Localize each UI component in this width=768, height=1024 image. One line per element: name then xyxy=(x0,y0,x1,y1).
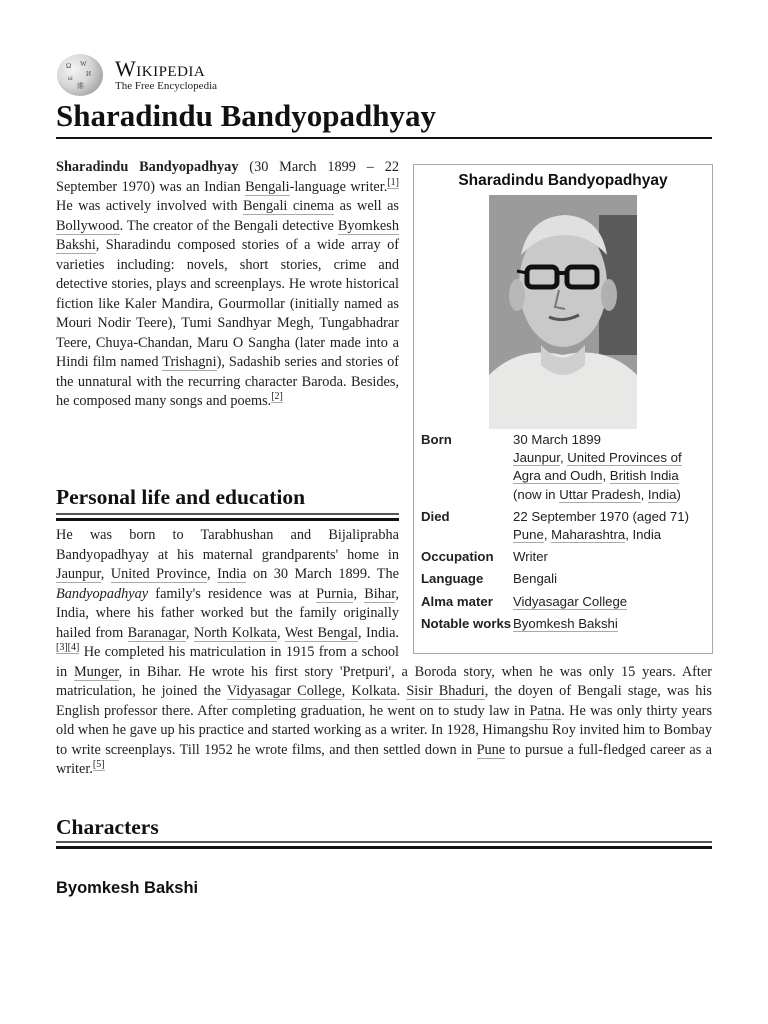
infobox-value: Bengali xyxy=(513,571,557,587)
link-vidyasagar-college[interactable]: Vidyasagar College xyxy=(226,683,342,699)
text: , xyxy=(277,624,285,641)
infobox-float-space xyxy=(399,526,712,653)
link-jaunpur[interactable]: Jaunpur xyxy=(513,450,560,466)
link-jaunpur[interactable]: Jaunpur xyxy=(56,566,101,582)
link-india[interactable]: India xyxy=(217,566,247,582)
link-sisir-bhaduri[interactable]: Sisir Bhaduri xyxy=(406,683,485,699)
link-united-province[interactable]: United Province xyxy=(110,566,208,582)
subsection-heading-byomkesh-bakshi: Byomkesh Bakshi xyxy=(56,879,199,897)
reference-3[interactable]: [3] xyxy=(56,642,68,653)
portrait-photo[interactable] xyxy=(489,195,637,429)
link-kolkata[interactable]: Kolkata xyxy=(351,683,397,699)
reference-5[interactable]: [5] xyxy=(92,759,105,770)
link-bengali-cinema[interactable]: Bengali cinema xyxy=(242,198,335,214)
text: (now in xyxy=(513,486,560,502)
infobox-value xyxy=(513,431,711,504)
link-west-bengal[interactable]: West Bengal xyxy=(284,624,358,641)
text: , India xyxy=(625,527,662,543)
text: , xyxy=(602,468,610,484)
link-byomkesh-bakshi[interactable]: Byomkesh Bakshi xyxy=(56,217,399,253)
text: to pursue a full-fledged career as a writer. xyxy=(56,741,713,777)
birth-date: 30 March 1899 xyxy=(513,432,601,447)
infobox-label: Alma mater xyxy=(421,593,493,609)
text: , India. xyxy=(358,624,399,641)
link-north-kolkata[interactable]: North Kolkata xyxy=(193,624,277,641)
link-purnia[interactable]: Purnia xyxy=(316,585,354,602)
section-divider xyxy=(56,513,399,521)
link-uttar-pradesh[interactable]: Uttar Pradesh xyxy=(559,486,641,502)
site-header xyxy=(56,54,217,96)
text: . xyxy=(396,683,407,699)
wikipedia-globe-icon[interactable]: Ω W И ω 維 xyxy=(56,54,104,96)
infobox-row-born xyxy=(421,431,711,504)
link-bollywood[interactable]: Bollywood xyxy=(56,217,120,234)
infobox-value: Writer xyxy=(513,549,548,565)
wikipedia-wordmark[interactable] xyxy=(115,58,217,92)
section-heading-characters: Characters xyxy=(56,815,159,839)
text: , xyxy=(543,527,552,543)
text: . The creator of the Bengali detective xyxy=(119,217,338,234)
text: , xyxy=(100,566,111,582)
text: He was actively involved with xyxy=(56,198,243,214)
link-trishagni[interactable]: Trishagni xyxy=(162,354,217,370)
link-patna[interactable]: Patna xyxy=(529,702,562,719)
text: -language writer. xyxy=(289,178,388,195)
link-india[interactable]: India xyxy=(647,486,677,502)
link-bengali[interactable]: Bengali xyxy=(245,178,290,195)
link-vidyasagar-college[interactable]: Vidyasagar College xyxy=(513,593,628,609)
text: , xyxy=(185,624,194,641)
link-byomkesh-bakshi-works[interactable]: Byomkesh Bakshi xyxy=(513,615,618,631)
link-pune[interactable]: Pune xyxy=(476,741,506,758)
death-date: 22 September 1970 (aged 71) xyxy=(513,508,689,524)
lead-paragraph xyxy=(56,158,399,412)
link-bihar[interactable]: Bihar xyxy=(364,585,396,602)
infobox-label: Notable works xyxy=(421,615,512,631)
section-divider xyxy=(56,841,712,849)
reference-2[interactable]: [2] xyxy=(271,391,283,402)
link-pune[interactable]: Pune xyxy=(513,527,544,543)
wordmark-title: Wikipedia xyxy=(115,56,206,81)
text: . He was only thirty years old when he gave up his practice and started working as a writer. In 1928, Himangshu Roy invited him to Bombay to write screenplays. Till 1952 he wrote films, and then settled down in xyxy=(56,702,713,758)
wordmark-tagline: The Free Encyclopedia xyxy=(115,80,218,92)
text: ), Sadashib series and stories of the unnatural with the recurring character Baroda. Besides, he composed many songs and poems. xyxy=(56,354,399,409)
text: , xyxy=(559,450,568,466)
link-united-provinces[interactable]: United Provinces of Agra and Oudh xyxy=(513,450,682,484)
italic-text: Bandyopadhyay xyxy=(56,585,149,602)
infobox-label: Language xyxy=(421,571,484,587)
text: , in Bihar. He wrote his first story 'Pretpuri', a Boroda story, when he was only 15 years. After matriculation, he joined the xyxy=(56,663,712,699)
link-maharashtra[interactable]: Maharashtra xyxy=(551,527,626,543)
text: , Sharadindu composed stories of a wide array of varieties including: novels, short stories, crime and detective stories, plays and screenplays. He wrote historical fiction like Kaler Mandira, Gourmollar (initially named as Mouri Nodir Teere), Tumi Sandhyar Megh, Tungabhadrar Teere, Chuya-Chandan, Maru O Sangha (later made into a Hindi film named xyxy=(56,237,399,370)
link-british-india[interactable]: British India xyxy=(609,468,679,484)
link-munger[interactable]: Munger xyxy=(73,663,119,680)
link-baranagar[interactable]: Baranagar xyxy=(127,624,186,641)
text: , xyxy=(341,683,352,699)
infobox-title: Sharadindu Bandyopadhyay xyxy=(458,172,668,189)
reference-1[interactable]: [1] xyxy=(387,176,399,188)
section-heading-personal-life: Personal life and education xyxy=(56,485,306,509)
page-title: Sharadindu Bandyopadhyay xyxy=(56,96,712,139)
subject-name: Sharadindu Bandyopadhyay xyxy=(56,159,239,175)
text: , the doyen of Bengali stage, was his English professor there. After completing graduation, he went on to study law in xyxy=(56,683,712,719)
text: as well as xyxy=(334,198,399,214)
infobox-label: Occupation xyxy=(421,549,494,565)
text: He completed his matriculation in 1915 from a school in xyxy=(56,644,399,680)
text: , xyxy=(640,486,648,502)
text: family's residence was at xyxy=(148,585,317,602)
text: He was born to Tarabhushan and Bijaliprabha Bandyopadhyay at his maternal grandparents' home in xyxy=(56,527,399,563)
infobox-label: Died xyxy=(421,508,450,524)
text: ) xyxy=(676,486,681,502)
text: , xyxy=(207,566,218,582)
personal-life-paragraph xyxy=(56,526,712,780)
text: on 30 March 1899. The xyxy=(246,566,399,582)
text: , xyxy=(353,585,365,602)
text: , India, where his father worked but the family originally hailed from xyxy=(56,585,399,641)
text: (30 March 1899 – 22 September 1970) was an Indian xyxy=(56,159,400,195)
infobox-label: Born xyxy=(421,432,452,447)
reference-4[interactable]: [4] xyxy=(67,642,80,653)
